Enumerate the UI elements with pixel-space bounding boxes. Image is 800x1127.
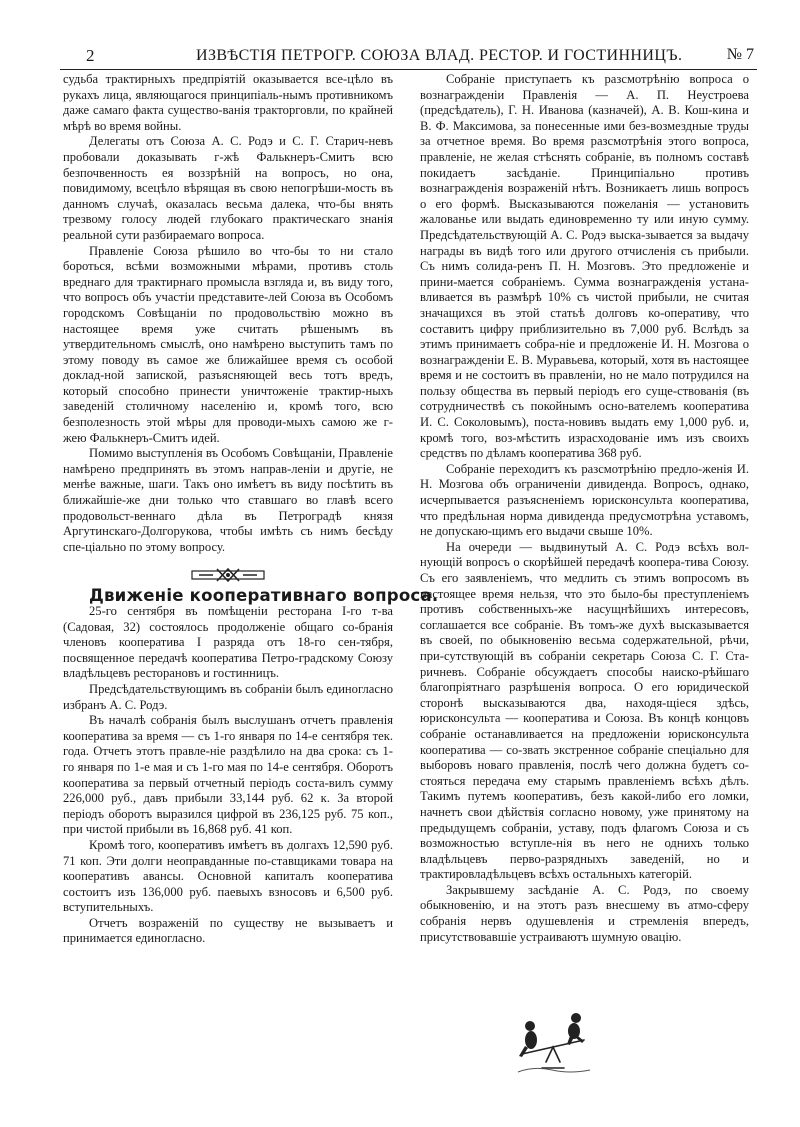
ornament-divider [191, 566, 265, 584]
section-heading: Движеніе кооперативнаго вопроса. [89, 586, 439, 606]
page-number: 2 [86, 46, 95, 65]
children-seesaw-vignette [512, 1010, 594, 1074]
paragraph: Кромѣ того, кооперативъ имѣетъ въ долгахъ 12,590 руб. 71 коп. Эти долги неоправданные по-ставщиками товара на кооперативъ авансы. Основной капиталъ кооператива состоитъ изъ 136,000 руб. паевыхъ взносовъ и 6,500 руб. вступительныхъ. [63, 837, 393, 915]
paragraph: Помимо выступленія въ Особомъ Совѣщаніи, Правленіе намѣрено предпринять въ этомъ направ-леніи и другіе, не менѣе важные, шаги. Такъ оно имѣетъ въ виду посѣтить въ ближайшіе-же дни только что ставшаго во главѣ всего продовольст-веннаго дѣла въ Петроградѣ князя Аргутинскаго-Долгорукова, чтобы имѣть съ нимъ бесѣду спе-ціально по этому вопросу. [63, 446, 393, 554]
left-column [63, 72, 439, 947]
running-header [58, 44, 758, 66]
paragraph: Собраніе приступаетъ къ разсмотрѣнію вопроса о вознагражденіи Правленія — А. П. Неустроева (предсѣдатель), Г. Н. Иванова (казначей), А. В. Кош-кина и В. Ф. Максимова, за понесенные ими без-возмездные труды за отчетное время. Во время разсмотрѣнія этого вопроса, правленіе, не желая стѣснять собраніе, въ полномъ составѣ покидаетъ засѣданіе. Принципіально противъ вознагражденія возраженій нѣтъ. Возникаетъ лишь вопросъ о его формѣ. Высказываются пожеланія — установить жалованье или выдать единовременно ту или иную сумму. Предсѣдательствующій А. С. Родэ выска-зывается за выдачу награды въ видѣ того или другого отчисленія съ прибыли. Съ нимъ солида-ренъ П. Н. Мозговъ. Это предложеніе и прини-мается собраніемъ. Сумма вознагражденія устана-вливается въ размѣрѣ 10% съ чистой прибыли, не считая значащихся въ этой статьѣ долговъ ко-оперативу, что составитъ цифру приблизительно въ 7,000 руб. Вслѣдъ за этимъ принимаетъ собра-ніе и предложеніе И. Н. Мозгова о вознагражденіи Е. В. Муравьева, который, хотя въ настоящее время и не состоитъ въ правленіи, но не мало потрудился на пользу общества въ первый періодъ его суще-ствованія (въ сотрудничествѣ съ покойнымъ осно-вателемъ кооператива И. С. Соколовымъ), поста-новивъ выдать ему 1,000 руб. и, кромѣ того, воз-мѣстить израсходованіе имъ изъ своихъ средствъ по дѣламъ кооператива 368 руб. [420, 72, 749, 461]
paragraph: Отчетъ возраженій по существу не вызываетъ и принимается единогласно. [63, 915, 393, 946]
paragraph: На очереди — выдвинутый А. С. Родэ всѣхъ вол-нующій вопросъ о скорѣйшей передачѣ коопера-тива Союзу. Съ его заявленіемъ, что медлить съ этимъ вопросомъ въ настоящее время нельзя, что это было-бы преступленіемъ противъ собственныхъ-же насущнѣйшихъ интересовъ, соглашается все собраніе. Въ томъ-же духѣ высказывается въ своей, по обыкновенію весьма содержательной, рѣчи, при-сутствующій въ собраніи секретарь Союза С. Г. Ста-ричневъ. Собраніе обсуждаетъ способы наиско-рѣйшаго благопріятнаго разрѣшенія вопроса. О его юридической сторонѣ высказываются два, находя-щіеся здѣсь, юрисконсульта — кооператива и Союза. Въ концѣ концовъ собраніе останавливается на предложеніи юрисконсульта кооператива — со-звать экстренное собраніе спеціально для выборовъ новаго правленія, послѣ чего должна будетъ со-стояться передача ему старымъ правленіемъ всѣхъ дѣлъ. Такимъ путемъ кооперативъ, безъ какой-либо его ломки, начнетъ свои дѣйствія согласно новому, уже принятому на предыдущемъ собраніи, уставу, подъ флагомъ Союза и съ возможностью вступле-нія въ него не однихъ только владѣльцевъ перво-разрядныхъ заведеній, но и трактировладѣльцевъ всѣхъ остальныхъ категорій. [420, 539, 749, 882]
issue-number: № 7 [726, 46, 754, 63]
paragraph: Собраніе переходитъ къ разсмотрѣнію предло-женія И. Н. Мозгова объ ограниченіи дивиденда. Вопросъ, однако, исчерпывается разъясненіемъ юрисконсульта кооператива, что предѣльная норма дивиденда предусмотрѣна уставомъ, не допускаю-щимъ его выдачи свыше 10%. [420, 461, 749, 539]
paragraph: судьба трактирныхъ предпріятій оказывается все-цѣло въ рукахъ лица, являющагося принципіаль-нымъ противникомъ даже самаго факта существо-ванія тракторговли, по крайней мѣрѣ во время войны. [63, 72, 393, 133]
paragraph: Въ началѣ собранія былъ выслушанъ отчетъ правленія кооператива за время — съ 1-го января по 14-е сентября тек. года. Отчетъ этотъ правле-ніе раздѣлило на два срока: съ 1-го января по 1-е мая и съ 1-го мая по 14-е сентября. Оборотъ кооператива за первый отчетный періодъ соста-вилъ сумму 226,000 руб., давъ прибыли 33,144 руб. 62 к. За второй періодъ оборотъ выразился цифрой въ 236,125 руб. 75 коп., при чистой прибыли въ 16,868 руб. 41 коп. [63, 713, 393, 837]
paragraph: 25-го сентября въ помѣщеніи ресторана І-го т-ва (Садовая, 32) состоялось продолженіе общаго со-бранія членовъ кооператива І разряда отъ 18-го сен-тября, посвященное передачѣ кооператива Петро-градскому Союзу владѣльцевъ ресторановъ и гостинницъ. [63, 604, 393, 681]
paragraph: Закрывшему засѣданіе А. С. Родэ, по своему обыкновенію, и на этотъ разъ внесшему въ атмо-сферу собранія нервъ одушевленія и стремленія впередъ, присутствовавшіе устраиваютъ шумную овацію. [420, 882, 749, 944]
right-column [420, 72, 749, 945]
paragraph: Предсѣдательствующимъ въ собраніи былъ единогласно избранъ А. С. Родэ. [63, 681, 393, 712]
header-rule [60, 69, 757, 70]
paragraph: Делегаты отъ Союза А. С. Родэ и С. Г. Старич-невъ пробовали доказывать г-жѣ Фалькнеръ-Смитъ всю безпочвенность ея воззрѣній на вопросъ, но она, повидимому, всецѣло вѣрящая въ свою непогрѣши-мость въ данномъ случаѣ, оказалась весьма далека, что-бы внять трезвому голосу людей глубокаго практическаго знанія реальной сути разбираемаго вопроса. [63, 134, 393, 242]
journal-title: ИЗВѢСТІЯ ПЕТРОГР. СОЮЗА ВЛАД. РЕСТОР. И ГОСТИННИЦЪ. [196, 47, 683, 64]
paragraph: Правленіе Союза рѣшило во что-бы то ни стало бороться, всѣми возможными мѣрами, противъ столь вреднаго для трактирнаго промысла взгляда и, въ виду того, что вопросъ объ участіи представите-лей Союза въ Особомъ городскомъ Совѣщаніи по продовольствію можно въ настоящее время уже считать рѣшенымъ въ утвердительномъ смыслѣ, оно намѣрено выступить тамъ по этому поводу въ самое же ближайшее время съ особой доклад-ной запиской, разъясняющей весь тотъ вредъ, который способно принести уничтоженіе трактир-ныхъ заведеній столичному населенію и, кромѣ того, всю безполезность этой мѣры для проводи-мыхъ самою же г-жею Фалькнеръ-Смитъ идей. [63, 243, 393, 445]
